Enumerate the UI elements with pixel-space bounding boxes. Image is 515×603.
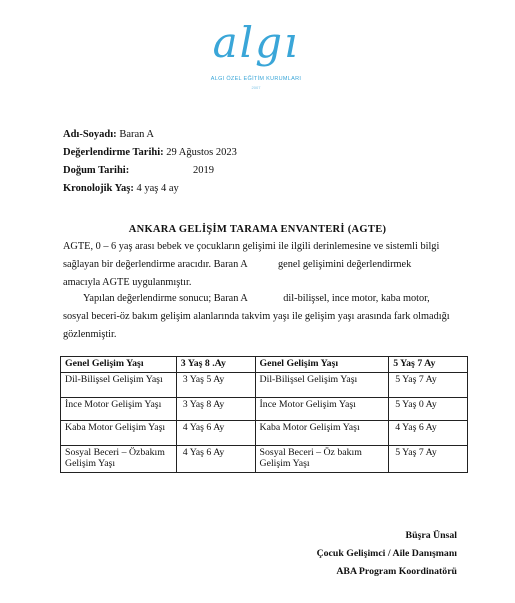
table-cell: 4 Yaş 6 Ay: [176, 446, 255, 473]
name-value: Baran A: [116, 129, 155, 140]
logo-year: 2007: [251, 85, 261, 90]
table-cell: Dil-Bilişsel Gelişim Yaşı: [61, 373, 177, 398]
table-cell: 5 Yaş 0 Ay: [389, 398, 468, 421]
name-row: [63, 126, 237, 144]
table-row: [61, 446, 468, 473]
signature-block: [317, 527, 457, 581]
signer-title-1: Çocuk Gelişimci / Aile Danışmanı: [316, 548, 457, 559]
section-title: ANKARA GELİŞİM TARAMA ENVANTERİ (AGTE): [128, 224, 387, 235]
result-paragraph: [63, 290, 458, 344]
table-cell: İnce Motor Gelişim Yaşı: [61, 398, 177, 421]
intro-line-1: AGTE, 0 – 6 yaş arası bebek ve çocukların gelişimi ile ilgili derinlemesine ve sistemli bilgi: [63, 241, 440, 252]
name-label: Adı-Soyadı:: [63, 129, 117, 140]
table-header-row: [61, 357, 468, 373]
patient-info: [63, 126, 237, 198]
age-row: [63, 180, 237, 198]
table-cell: 4 Yaş 6 Ay: [389, 421, 468, 446]
table-cell: Dil-Bilişsel Gelişim Yaşı: [255, 373, 389, 398]
results-table: [60, 356, 468, 473]
table-cell: 3 Yaş 5 Ay: [176, 373, 255, 398]
age-value: 4 yaş 4 ay: [133, 183, 179, 194]
table-row: [61, 398, 468, 421]
table-cell: 5 Yaş 7 Ay: [389, 373, 468, 398]
signer-title-2: ABA Program Koordinatörü: [336, 566, 457, 577]
intro-paragraph: [63, 238, 458, 292]
birth-date-label: Doğum Tarihi:: [63, 165, 130, 176]
institution-logo: [196, 18, 316, 100]
eval-date-label: Değerlendirme Tarihi:: [63, 147, 164, 158]
result-line-1: Yapılan değerlendirme sonucu; Baran A dil-bilişsel, ince motor, kaba motor,: [83, 293, 430, 304]
table-row: [61, 421, 468, 446]
eval-date-row: [63, 144, 237, 162]
table-cell: 4 Yaş 6 Ay: [176, 421, 255, 446]
logo-wordmark: algı: [212, 18, 300, 67]
header-cell: Genel Gelişim Yaşı: [61, 357, 177, 373]
age-label: Kronolojik Yaş:: [63, 183, 134, 194]
table-row: [61, 373, 468, 398]
birth-date-row: [63, 162, 237, 180]
table-cell: İnce Motor Gelişim Yaşı: [255, 398, 389, 421]
eval-date-value: 29 Ağustos 2023: [163, 147, 237, 158]
result-line-2: sosyal beceri-öz bakım gelişim alanlarında takvim yaşı ile gelişim yaşı arasında fark olmadığı: [63, 311, 450, 322]
header-cell: Genel Gelişim Yaşı: [255, 357, 389, 373]
table-cell: 5 Yaş 7 Ay: [389, 446, 468, 473]
signer-name: Büşra Ünsal: [405, 530, 457, 541]
result-line-3: gözlenmiştir.: [63, 329, 117, 340]
table-cell: Kaba Motor Gelişim Yaşı: [61, 421, 177, 446]
table-cell: 3 Yaş 8 Ay: [176, 398, 255, 421]
table-cell: Sosyal Beceri – Öz bakım Gelişim Yaşı: [255, 446, 389, 473]
birth-date-value: 2019: [193, 165, 214, 176]
table-cell: Kaba Motor Gelişim Yaşı: [255, 421, 389, 446]
header-cell: 3 Yaş 8 .Ay: [176, 357, 255, 373]
intro-line-2: sağlayan bir değerlendirme aracıdır. Baran A genel gelişimini değerlendirmek: [63, 259, 412, 270]
logo-subtitle: ALGI ÖZEL EĞİTİM KURUMLARI: [210, 76, 302, 82]
intro-line-3: amacıyla AGTE uygulanmıştır.: [63, 277, 192, 288]
table-cell: Sosyal Beceri – Özbakım Gelişim Yaşı: [61, 446, 177, 473]
header-cell: 5 Yaş 7 Ay: [389, 357, 468, 373]
